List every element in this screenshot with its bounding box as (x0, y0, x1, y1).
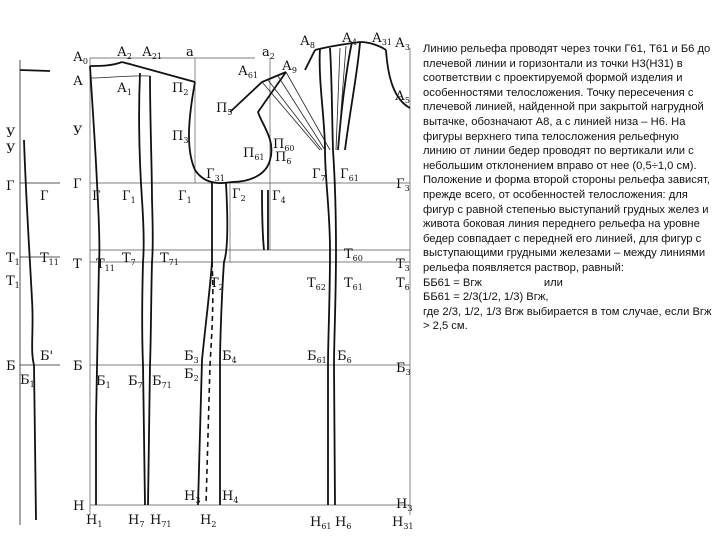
label-p61: $П_{61}$ (243, 146, 265, 162)
front-relief (305, 42, 410, 505)
label-h3: $Н_3$ (184, 489, 201, 505)
label-t61: $Т_{61}$ (344, 276, 363, 292)
label-h1: $Н_1$ (86, 513, 103, 529)
label-t11-left: $Т_{11}$ (40, 251, 59, 267)
label-u-left: У (6, 126, 16, 141)
label-t6: $Т_6$ (396, 276, 410, 292)
label-g61: $Г_{61}$ (340, 167, 359, 183)
paragraph-relief-line: Линию рельефа проводят через точки Г61, Т61 и Б6 до плечевой линии и горизонтали из точки Н3(Н31) в соответствии с проектируемой формой изделия и особенностями телосложения. Точку пересечения с плечевой линией, найденной при закрытой нагрудной вытачке, обозначают А8, а с линией низа – Н6. На фигуры верхнего типа телосложения рельефную линию от линии бедер проводят по вертикали или с небольшим отклонением вправо от нее (0,5÷1,0 см). (423, 43, 711, 172)
label-g-left2: Г (40, 189, 49, 204)
label-g-left: Г (6, 179, 15, 194)
formula-1 (423, 276, 713, 291)
label-a0: $А_0$ (73, 50, 88, 66)
label-g4: $Г_4$ (272, 189, 286, 205)
label-a2: $А_2$ (117, 45, 132, 61)
label-b: Б (73, 359, 83, 374)
label-b71: $Б_{71}$ (152, 374, 172, 390)
label-g31: $Г_{31}$ (206, 167, 225, 183)
label-g-low: Г (92, 189, 101, 204)
description-text (423, 42, 713, 334)
label-g1-b: $Г_1$ (178, 189, 192, 205)
label-h7: $Н_7$ (128, 513, 145, 529)
label-a: А (73, 74, 83, 89)
label-a-small: а (186, 45, 194, 60)
left-fragment (20, 60, 60, 525)
label-b61: $Б_{61}$ (307, 349, 327, 365)
label-u1-left: У (6, 142, 16, 157)
paragraph-second-side: Положение и форма второй стороны рельефа зависят, прежде всего, от особенностей телосложения: для фигур с равной степенью выступаний грудных желез и живота боковая линия переднего рельефа на уровне бедер совпадает с передней его линией, для фигур с выступающими грудными железами – между линиями рельефа появляется раствор, равный: (423, 174, 710, 274)
label-p5: $П_5$ (216, 101, 233, 117)
label-t60: $Т_{60}$ (344, 247, 363, 263)
label-h61: $Н_{61}$ (310, 515, 332, 531)
label-a31: $А_{31}$ (372, 31, 393, 47)
label-t71: $Т_{71}$ (160, 251, 179, 267)
label-a9: $А_9$ (282, 59, 297, 75)
label-h6: $Н_6$ (335, 515, 352, 531)
label-t1-left: $Т_1$ (6, 251, 20, 267)
side-seam (198, 183, 227, 505)
label-h31: $Н_{31}$ (392, 515, 414, 531)
label-p60: $П_{60}$ (273, 137, 295, 153)
label-b3-right: $Б_3$ (396, 361, 411, 377)
formula-1-left: ББ61 = Вгж (423, 276, 482, 289)
label-a21: $А_{21}$ (142, 45, 163, 61)
paragraph-condition: где 2/3, 1/2, 1/3 Вгж выбирается в том случае, если Вгж > 2,5 см. (423, 305, 712, 333)
label-a5: $А_5$ (395, 89, 410, 105)
label-a61: $А_{61}$ (238, 64, 259, 80)
label-g7: $Г_7$ (312, 167, 326, 183)
label-a8: $А_8$ (300, 34, 315, 50)
formula-2: ББ61 = 2/3(1/2, 1/3) Вгж, (423, 291, 549, 304)
label-b3: $Б_3$ (184, 349, 199, 365)
label-b6: $Б_6$ (337, 349, 352, 365)
label-p3: $П_3$ (172, 129, 189, 145)
label-g1-a: $Г_1$ (122, 189, 136, 205)
label-a3: $А_3$ (395, 36, 410, 52)
label-p2: $П_2$ (172, 81, 189, 97)
formula-1-right: или (543, 276, 563, 289)
label-g3: $Г_3$ (396, 177, 410, 193)
label-b4: $Б_4$ (222, 349, 237, 365)
label-b1-left: $Б_1$ (20, 373, 35, 389)
label-t62: $Т_{62}$ (307, 276, 326, 292)
label-u: У (73, 124, 83, 139)
label-h3-right: $Н_3$ (396, 497, 413, 513)
label-t1-left2: $Т_1$ (6, 274, 20, 290)
label-b1: $Б_1$ (96, 374, 111, 390)
label-b-left: Б (6, 359, 16, 374)
grid-lines (90, 48, 413, 515)
label-h71: $Н_{71}$ (150, 513, 172, 529)
label-t7: $Т_7$ (122, 251, 136, 267)
label-b7: $Б_7$ (128, 374, 143, 390)
label-t3: $Т_3$ (396, 257, 410, 273)
label-t2: $Т_2$ (210, 276, 224, 292)
label-t: Т (73, 257, 82, 272)
label-b2: $Б_2$ (184, 367, 199, 383)
label-a1: $А_1$ (117, 81, 132, 97)
label-g2: $Г_2$ (232, 187, 246, 203)
label-g: Г (73, 177, 82, 192)
label-h4: $Н_4$ (222, 489, 239, 505)
label-a4: $А_4$ (342, 31, 357, 47)
label-p6: $П_6$ (275, 150, 292, 166)
label-t11: $Т_{11}$ (96, 257, 115, 273)
label-b-prime: Б' (40, 349, 54, 364)
label-a2-small: $а_2$ (262, 45, 275, 61)
label-h2: $Н_2$ (200, 513, 217, 529)
label-h: Н (73, 499, 85, 514)
point-labels (6, 31, 414, 531)
